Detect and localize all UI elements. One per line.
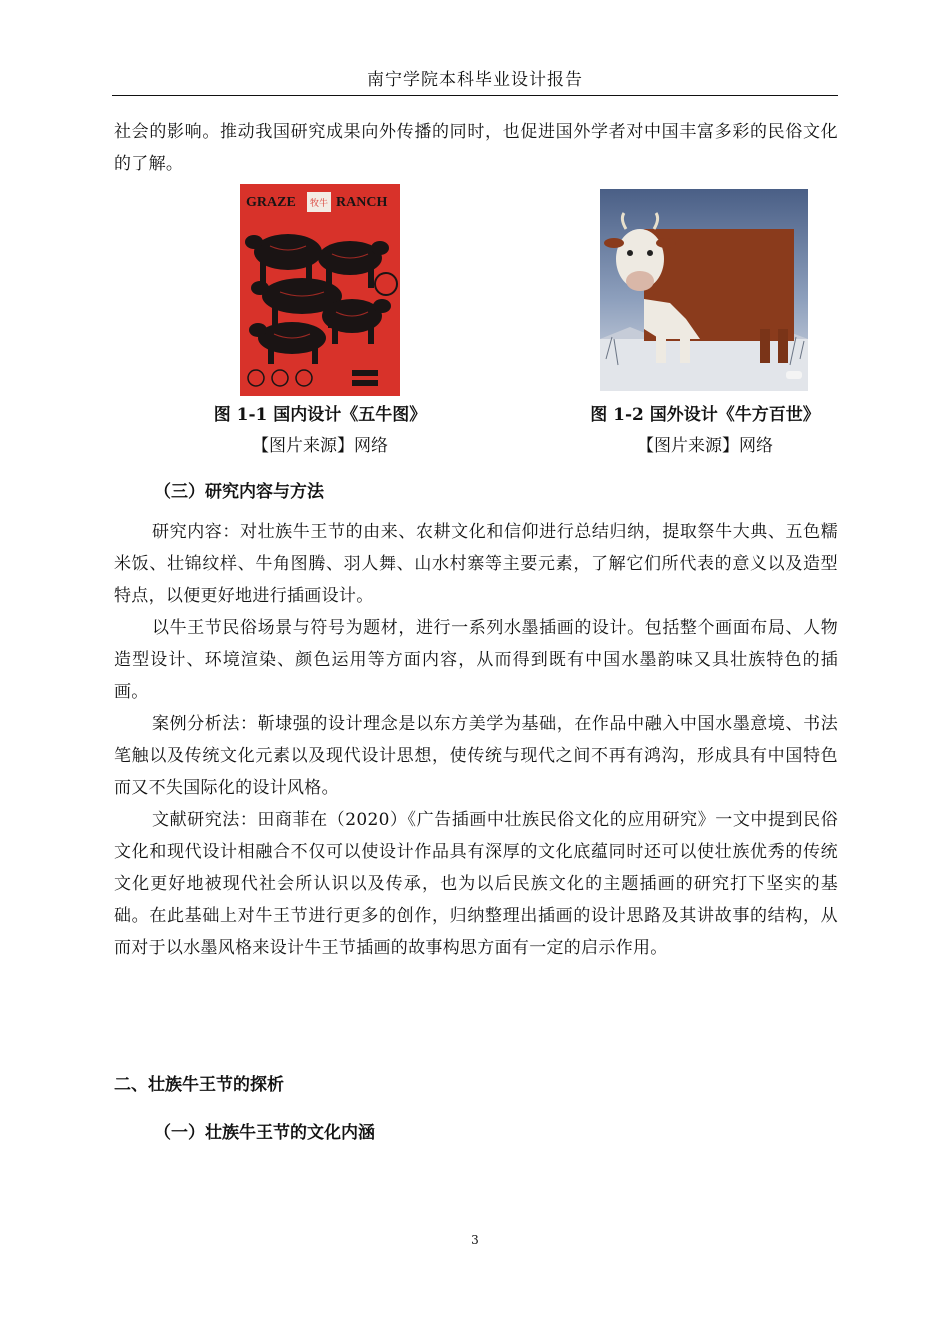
figure2-caption: 图 1-2 国外设计《牛方百世》 — [590, 405, 820, 425]
figure-five-oxen-poster — [240, 184, 400, 396]
figure1-source: 【图片来源】网络 — [252, 436, 388, 456]
page-number: 3 — [471, 1233, 479, 1247]
paragraph-literature-research: 文献研究法：田商菲在（2020）《广告插画中壮族民俗文化的应用研究》一文中提到民俗文化和现代设计相融合不仅可以使设计作品具有深厚的文化底蕴同时还可以使壮族优秀的传统文化更好地被现代社会所认识以及传承，也为以后民族文化的主题插画的研究打下坚实的基础。在此基础上对牛王节进行更多的创作，归纳整理出插画的设计思路及其讲故事的结构，从而对于以水墨风格来设计牛王节插画的故事构思方面有一定的启示作用。 — [114, 810, 838, 958]
poster-title-right: RANCH — [336, 195, 388, 210]
chapter-heading: 二、壮族牛王节的探析 — [114, 1075, 284, 1095]
paragraph-illustration-subject: 以牛王节民俗场景与符号为题材，进行一系列水墨插画的设计。包括整个画面布局、人物造型设计、环境渲染、颜色运用等方面内容，从而得到既有中国水墨韵味又具壮族特色的插画。 — [114, 618, 838, 702]
page-header-title: 南宁学院本科毕业设计报告 — [367, 70, 583, 90]
poster-title-left: GRAZE — [246, 195, 296, 210]
subsection-heading: （一）壮族牛王节的文化内涵 — [154, 1123, 375, 1143]
paragraph-case-analysis: 案例分析法：靳埭强的设计理念是以东方美学为基础，在作品中融入中国水墨意境、书法笔触以及传统文化元素以及现代设计思想，使传统与现代之间不再有鸿沟，形成具有中国特色而又不失国际化的设计风格。 — [114, 714, 838, 798]
header-divider — [112, 95, 838, 96]
figure1-caption: 图 1-1 国内设计《五牛图》 — [213, 405, 427, 425]
intro-paragraph: 社会的影响。推动我国研究成果向外传播的同时，也促进国外学者对中国丰富多彩的民俗文化的了解。 — [114, 122, 838, 174]
figure-ox-painting — [600, 189, 808, 391]
paragraph-research-content: 研究内容：对壮族牛王节的由来、农耕文化和信仰进行总结归纳，提取祭牛大典、五色糯米饭、壮锦纹样、牛角图腾、羽人舞、山水村寨等主要元素，了解它们所代表的意义以及造型特点，以便更好地进行插画设计。 — [114, 522, 838, 606]
section-heading-research-methods: （三）研究内容与方法 — [154, 482, 324, 502]
figure2-source: 【图片来源】网络 — [637, 436, 773, 456]
poster-title-seal: 牧牛 — [309, 199, 329, 209]
